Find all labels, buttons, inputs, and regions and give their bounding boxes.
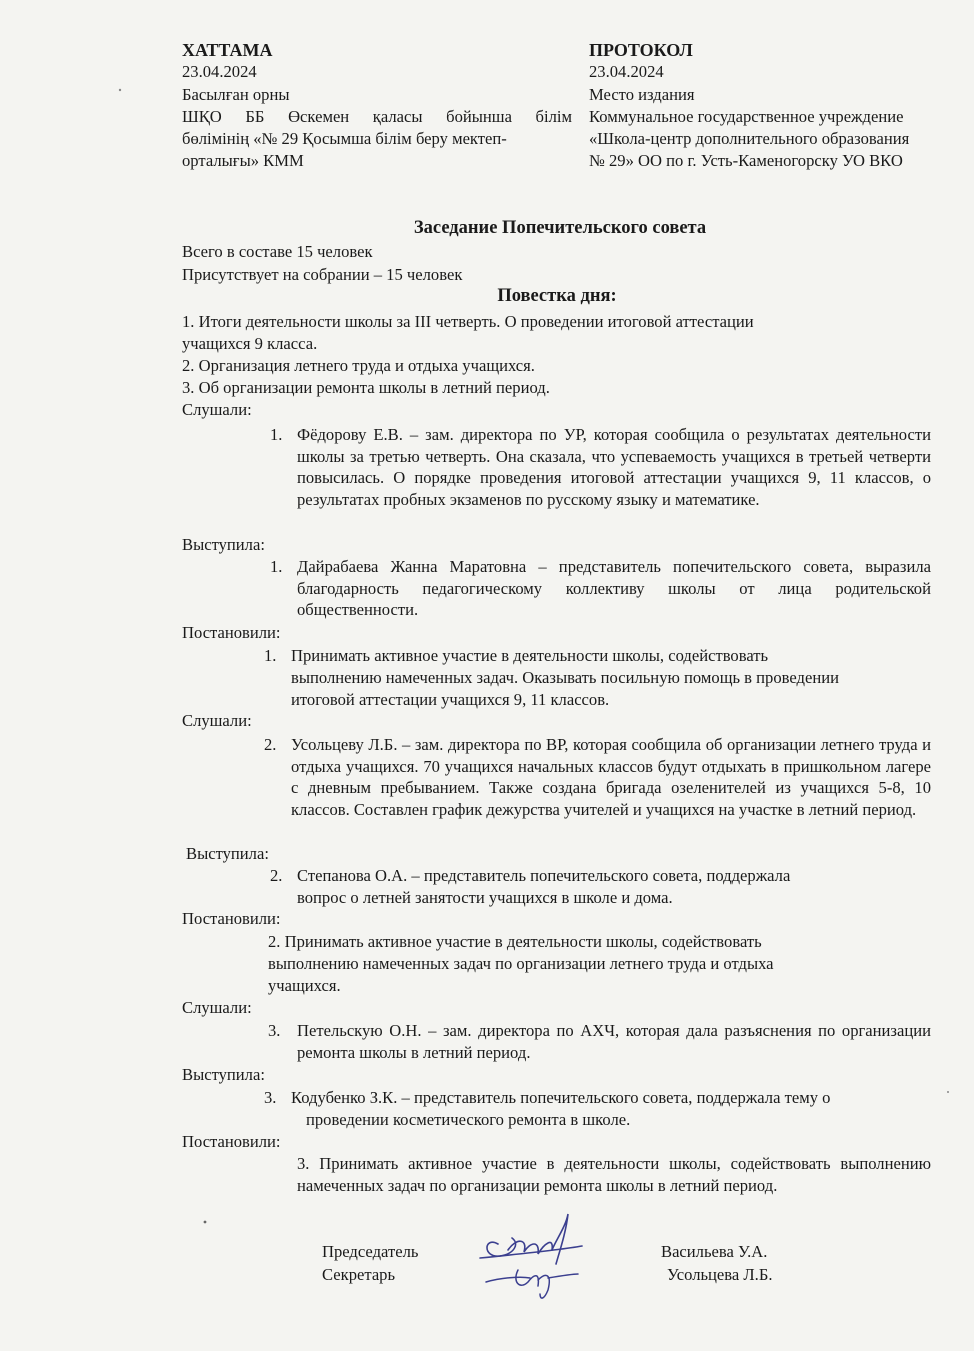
heard-number-2: 2. — [264, 735, 277, 754]
resolved-label-1: Постановили: — [182, 623, 281, 642]
members-present: Присутствует на собрании – 15 человек — [182, 265, 463, 284]
scan-speck — [119, 89, 121, 91]
secretary-signature — [486, 1270, 578, 1298]
spoke-text-2-l1: Степанова О.А. – представитель попечительского совета, поддержала — [297, 866, 791, 885]
kz-org-line1: ШҚО ББ Өскемен қаласы бойынша білім — [182, 107, 572, 126]
scan-speck — [947, 1091, 949, 1093]
spoke-text-1: Дайрабаева Жанна Маратовна – представитель попечительского совета, выразила благодарность педагогическому коллективу школы от лица родительской общественности. — [297, 557, 931, 619]
spoke-label-3: Выступила: — [182, 1065, 265, 1084]
kz-org-line3: орталығы» КММ — [182, 151, 304, 170]
resolved-text-2-l1: 2. Принимать активное участие в деятельности школы, содействовать — [268, 932, 762, 951]
scan-speck — [204, 1221, 207, 1224]
spoke-text-2-l2: вопрос о летней занятости учащихся в школе и дома. — [297, 888, 673, 907]
heard-label-2: Слушали: — [182, 711, 252, 730]
spoke-number-1: 1. — [270, 557, 283, 576]
spoke-text-3-l1: Кодубенко З.К. – представитель попечительского совета, поддержала тему о — [291, 1088, 831, 1107]
ru-org-line2: «Школа-центр дополнительного образования — [589, 129, 910, 148]
heard-text-3: Петельскую О.Н. – зам. директора по АХЧ, которая дала разъяснения по организации ремонта школы в летний период. — [297, 1021, 931, 1062]
heard-number-3: 3. — [268, 1021, 281, 1040]
meeting-title: Заседание Попечительского совета — [413, 218, 707, 238]
ru-title: ПРОТОКОЛ — [589, 40, 693, 60]
resolved-text-2-l3: учащихся. — [268, 976, 341, 995]
agenda-item-3: 3. Об организации ремонта школы в летний период. — [182, 378, 550, 397]
resolved-number-1: 1. — [264, 646, 277, 665]
resolved-label-3: Постановили: — [182, 1132, 281, 1151]
resolved-text-2-l2: выполнению намеченных задач по организации летнего труда и отдыха — [268, 954, 774, 973]
spoke-text-3-l2: проведении косметического ремонта в школе. — [306, 1110, 631, 1129]
resolved-text-1-l3: итоговой аттестации учащихся 9, 11 классов. — [291, 690, 610, 709]
kz-title: ХАТТАМА — [182, 40, 273, 60]
heard-number-1: 1. — [270, 425, 283, 444]
secretary-name: Усольцева Л.Б. — [667, 1265, 773, 1284]
spoke-number-2: 2. — [270, 866, 283, 885]
agenda-item-1: 1. Итоги деятельности школы за III четверть. О проведении итоговой аттестации — [182, 312, 754, 331]
secretary-label: Секретарь — [322, 1265, 396, 1284]
ru-place-label: Место издания — [589, 85, 695, 104]
members-total: Всего в составе 15 человек — [182, 242, 373, 261]
chair-name: Васильева У.А. — [661, 1242, 768, 1261]
spoke-label-1: Выступила: — [182, 535, 265, 554]
spoke-number-3: 3. — [264, 1088, 277, 1107]
kz-date: 23.04.2024 — [182, 62, 257, 81]
chair-label: Председатель — [322, 1242, 419, 1261]
resolved-label-2: Постановили: — [182, 909, 281, 928]
heard-text-2: Усольцеву Л.Б. – зам. директора по ВР, которая сообщила об организации летнего труда и отдыха учащихся. 70 учащихся начальных классов будут отдыхать в пришкольном лагере с дневным пребыванием. Также создана бригада озеленителей из учащихся 5-8, 10 классов. Составлен график дежурства учителей и учащихся на участке в летний период. — [291, 735, 931, 819]
resolved-text-1-l1: Принимать активное участие в деятельности школы, содействовать — [291, 646, 769, 665]
agenda-item-2: 2. Организация летнего труда и отдыха учащихся. — [182, 356, 535, 375]
agenda-item-1-cont: учащихся 9 класса. — [182, 334, 318, 353]
heard-text-1: Фёдорову Е.В. – зам. директора по УР, которая сообщила о результатах деятельности школы за третью четверть. Она сказала, что успеваемость учащихся в третьей четверти повысилась. О порядке проведения итоговой аттестации учащихся 9, 11 классов, о результатах пробных экзаменов по русскому языку и математике. — [297, 425, 931, 509]
ru-org-line3: № 29» ОО по г. Усть-Каменогорску УО ВКО — [589, 151, 903, 170]
heard-label-3: Слушали: — [182, 998, 252, 1017]
resolved-text-1-l2: выполнению намеченных задач. Оказывать посильную помощь в проведении — [291, 668, 839, 687]
spoke-label-2: Выступила: — [186, 844, 269, 863]
chair-signature — [480, 1214, 582, 1264]
ru-date: 23.04.2024 — [589, 62, 664, 81]
resolved-text-3: 3. Принимать активное участие в деятельности школы, содействовать выполнению намеченных задач по организации ремонта школы в летний период. — [297, 1154, 931, 1195]
kz-place-label: Басылған орны — [182, 85, 290, 104]
ru-org-line1: Коммунальное государственное учреждение — [589, 107, 904, 126]
heard-label-1: Слушали: — [182, 400, 252, 419]
kz-org-line2: бөлімінің «№ 29 Қосымша білім беру мектеп- — [182, 129, 507, 148]
agenda-title: Повестка дня: — [497, 286, 617, 306]
